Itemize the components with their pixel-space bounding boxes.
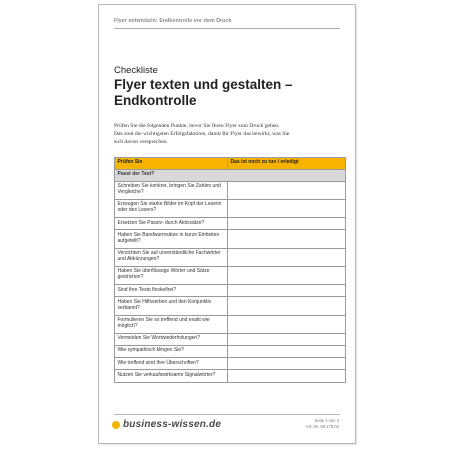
checklist-question-line: Wie treffend sind Ihre Überschriften? (117, 359, 199, 366)
checklist-question-line: und Abkürzungen? (117, 256, 160, 263)
column-header-check: Prüfen Sie (115, 158, 228, 170)
checklist-question (115, 346, 228, 358)
section-title: Passt der Text? (115, 169, 346, 181)
checklist-question (115, 230, 228, 248)
table-row (115, 181, 346, 199)
checklist-status-cell[interactable] (228, 358, 346, 370)
table-row (115, 218, 346, 230)
checklist-question (115, 199, 228, 217)
document-title-line: Endkontrolle (114, 92, 197, 108)
checklist-question-line: Haben Sie Hilfsverben und den Konjunktiv (117, 298, 212, 305)
column-header-status: Das ist noch zu tun / erledigt (228, 158, 346, 170)
checklist-question-line: gestrichen? (117, 274, 144, 281)
checklist-question (115, 181, 228, 199)
checklist-question (115, 285, 228, 297)
table-row (115, 285, 346, 297)
table-header-row (115, 158, 346, 170)
document-page (98, 4, 356, 444)
footer-divider (114, 414, 340, 415)
checklist-question (115, 248, 228, 266)
checklist-status-cell[interactable] (228, 285, 346, 297)
checklist-question-line: oder des Lesers? (117, 207, 157, 214)
table-row (115, 230, 346, 248)
checklist-question-line: aufgeteilt? (117, 237, 141, 244)
checklist-question (115, 218, 228, 230)
running-header: Flyer entwickeln: Endkontrolle vor dem Druck (114, 18, 232, 24)
article-number: Art.-Nr. 99.178.02 (305, 424, 339, 429)
checklist-question-line: verbannt? (117, 304, 140, 311)
checklist-question-line: Haben Sie überflüssige Wörter und Sätze (117, 268, 210, 275)
checklist-question-line: Vermeiden Sie Wortwiederholungen? (117, 335, 200, 342)
logo-text: business-wissen.de (123, 419, 222, 430)
checklist-question (115, 297, 228, 315)
intro-line: sich davon versprechen. (114, 139, 168, 145)
table-row (115, 199, 346, 217)
checklist-question-line: Haben Sie Bandwurmsätze in kurze Einheiten (117, 231, 220, 238)
intro-paragraph (114, 122, 339, 146)
checklist-status-cell[interactable] (228, 333, 346, 345)
document-kicker: Checkliste (114, 65, 158, 76)
table-row (115, 266, 346, 284)
checklist-question-line: Nutzen Sie verkaufswirksame Signalwörter? (117, 371, 216, 378)
checklist-question-line: Vergleiche? (117, 189, 144, 196)
checklist-question-line: Erzeugen Sie starke Bilder im Kopf der Leserin (117, 201, 222, 208)
checklist-status-cell[interactable] (228, 181, 346, 199)
checklist-status-cell[interactable] (228, 248, 346, 266)
checklist-question (115, 266, 228, 284)
checklist-question-line: Verzichten Sie auf unverständliche Fachwörter (117, 249, 221, 256)
checklist-question-line: Sind Ihre Texte floskelfrei? (117, 286, 177, 293)
document-title (114, 77, 344, 108)
intro-line: Das sind die wichtigsten Erfolgsfaktoren, damit Ihr Flyer das bewirkt, was Sie (114, 131, 290, 137)
table-row (115, 358, 346, 370)
logo-dot-icon (112, 421, 120, 429)
checklist-status-cell[interactable] (228, 370, 346, 382)
checklist-question-line: möglich? (117, 323, 138, 330)
table-row (115, 333, 346, 345)
checklist-question-line: Formulieren Sie so treffend und exakt wie (117, 316, 210, 323)
checklist-status-cell[interactable] (228, 346, 346, 358)
page-meta (306, 418, 339, 430)
checklist-status-cell[interactable] (228, 297, 346, 315)
checklist-status-cell[interactable] (228, 218, 346, 230)
table-row (115, 297, 346, 315)
checklist-status-cell[interactable] (228, 199, 346, 217)
checklist-status-cell[interactable] (228, 266, 346, 284)
checklist-table (114, 157, 346, 383)
section-row (115, 169, 346, 181)
checklist-question (115, 315, 228, 333)
checklist-question (115, 358, 228, 370)
table-row (115, 370, 346, 382)
checklist-question-line: Wie sympathisch klingen Sie? (117, 347, 184, 354)
checklist-status-cell[interactable] (228, 315, 346, 333)
table-row (115, 248, 346, 266)
checklist-question-line: Schreiben Sie konkret, bringen Sie Zahlen und (117, 182, 221, 189)
page-number: Seite 1 von 4 (314, 418, 339, 423)
table-row (115, 315, 346, 333)
checklist-question (115, 370, 228, 382)
brand-logo (112, 419, 221, 430)
checklist-status-cell[interactable] (228, 230, 346, 248)
intro-line: Prüfen Sie die folgenden Punkte, bevor Sie Ihren Flyer zum Druck geben. (114, 123, 280, 129)
document-title-line: Flyer texten und gestalten – (114, 77, 293, 92)
checklist-question-line: Ersetzen Sie Passiv- durch Aktivsätze? (117, 219, 205, 226)
table-row (115, 346, 346, 358)
header-divider (114, 28, 340, 29)
checklist-question (115, 333, 228, 345)
